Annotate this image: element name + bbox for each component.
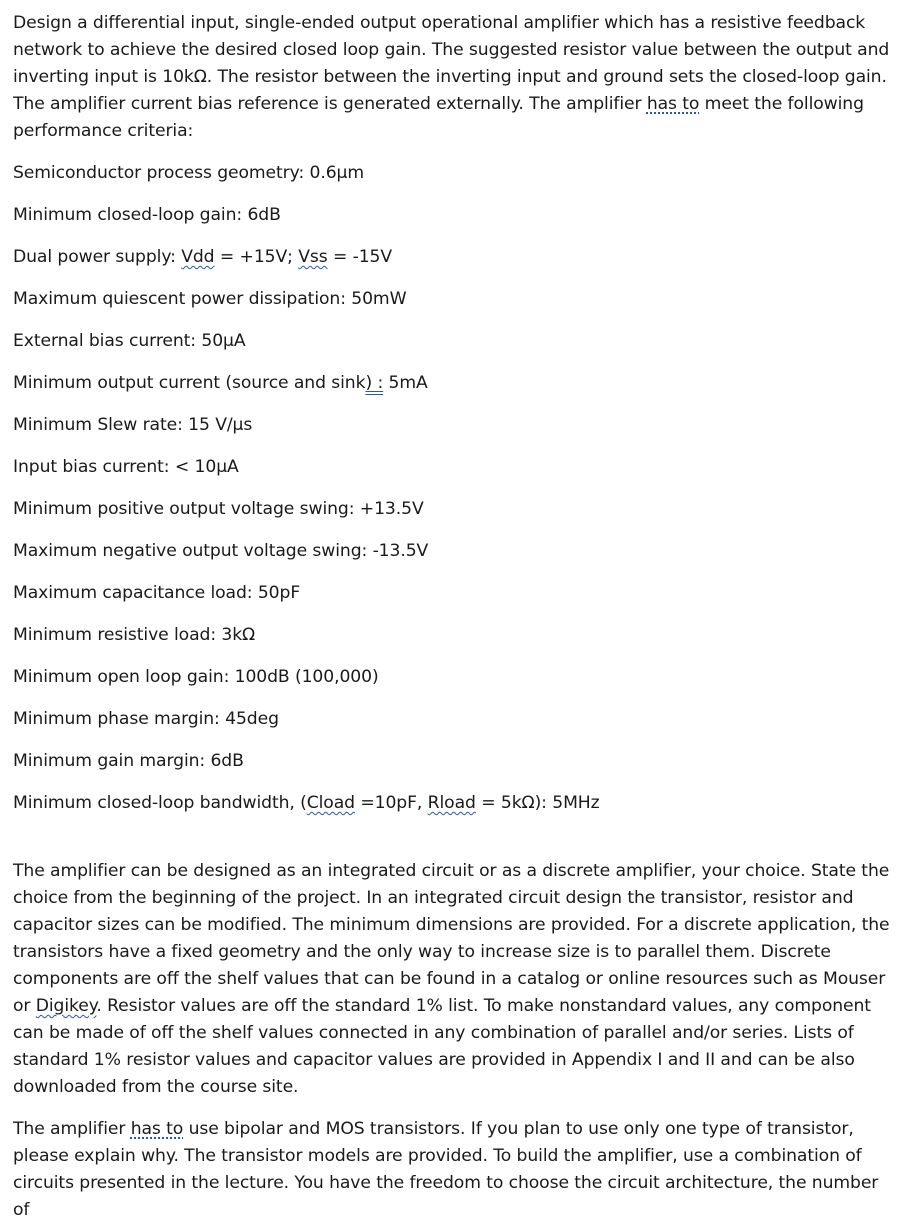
spec-phase-margin: Minimum phase margin: 45deg xyxy=(13,709,279,729)
spelling-flag[interactable]: Rload xyxy=(427,793,476,813)
intro-paragraph xyxy=(13,10,890,145)
paragraph-text: The amplifier can be designed as an integrated circuit or as a discrete amplifier, your choice. State the choice from the beginning of the project. In an integrated circuit design the transistor, resistor and capacitor sizes can be modified. The minimum dimensions are provided. For a discrete application, the transistors have a fixed geometry and the only way to increase size is to parallel them. Discrete components are off the shelf values that can be found in a catalog or online resources such as Mouser or xyxy=(13,861,890,1016)
paragraph-text-end: . Resistor values are off the standard 1% list. To make nonstandard values, any component can be made of off the shelf values connected in any combination of parallel and/or series. Lists of standard 1% resistor values and capacitor values are provided in Appendix I and II and can be also downloaded from the course site. xyxy=(13,996,871,1097)
spec-list xyxy=(13,160,890,817)
spec-bandwidth-value: = 5kΩ): 5MHz xyxy=(475,793,600,813)
spec-bandwidth-label: Minimum closed-loop bandwidth, ( xyxy=(13,793,307,813)
grammar-flag[interactable]: has to xyxy=(130,1119,184,1139)
spelling-flag[interactable]: Vss xyxy=(298,247,328,267)
paragraph-text-end: use bipolar and MOS transistors. If you plan to use only one type of transistor, please explain why. The transistor models are provided. To build the amplifier, use a combination of circuits presented in the lecture. You have the freedom to choose the circuit architecture, the number of xyxy=(13,1119,879,1220)
spec-supply-label: Dual power supply: xyxy=(13,247,182,267)
spec-power-supply xyxy=(13,244,890,271)
transistor-paragraph xyxy=(13,1116,890,1224)
spec-positive-swing: Minimum positive output voltage swing: +13.5V xyxy=(13,499,424,519)
intro-text-end: meet the following performance criteria: xyxy=(13,94,864,141)
grammar-flag[interactable]: ) : xyxy=(365,373,384,393)
spec-open-loop-gain: Minimum open loop gain: 100dB (100,000) xyxy=(13,667,379,687)
spec-output-current xyxy=(13,370,890,397)
spelling-flag[interactable]: Vdd xyxy=(181,247,215,267)
design-choice-paragraph xyxy=(13,858,890,1101)
spec-slew-rate: Minimum Slew rate: 15 V/μs xyxy=(13,415,253,435)
spec-bandwidth xyxy=(13,790,890,817)
spec-output-label: Minimum output current (source and sink xyxy=(13,373,366,393)
spec-process: Semiconductor process geometry: 0.6μm xyxy=(13,163,365,183)
spec-power-dissipation: Maximum quiescent power dissipation: 50mW xyxy=(13,289,407,309)
spacer xyxy=(13,832,890,858)
spec-supply-vdd: = +15V; xyxy=(214,247,299,267)
spec-capacitance-load: Maximum capacitance load: 50pF xyxy=(13,583,301,603)
spec-supply-vss: = -15V xyxy=(327,247,393,267)
paragraph-text: The amplifier xyxy=(13,1119,131,1139)
spec-output-value: 5mA xyxy=(383,373,428,393)
spec-input-bias: Input bias current: < 10μA xyxy=(13,457,239,477)
spec-resistive-load: Minimum resistive load: 3kΩ xyxy=(13,625,256,645)
spelling-flag[interactable]: Digikey xyxy=(35,996,97,1016)
grammar-flag[interactable]: has to xyxy=(646,94,700,114)
spec-closed-loop-gain: Minimum closed-loop gain: 6dB xyxy=(13,205,281,225)
spec-gain-margin: Minimum gain margin: 6dB xyxy=(13,751,244,771)
spec-negative-swing: Maximum negative output voltage swing: -13.5V xyxy=(13,541,429,561)
spec-bias-current: External bias current: 50μA xyxy=(13,331,246,351)
spec-bandwidth-cload: =10pF, xyxy=(354,793,428,813)
spelling-flag[interactable]: Cload xyxy=(306,793,355,813)
intro-text: Design a differential input, single-ended output operational amplifier which has a resistive feedback network to achieve the desired closed loop gain. The suggested resistor value between the output and inverting input is 10kΩ. The resistor between the inverting input and ground sets the closed-loop gain. The amplifier current bias reference is generated externally. The amplifier xyxy=(13,13,890,114)
